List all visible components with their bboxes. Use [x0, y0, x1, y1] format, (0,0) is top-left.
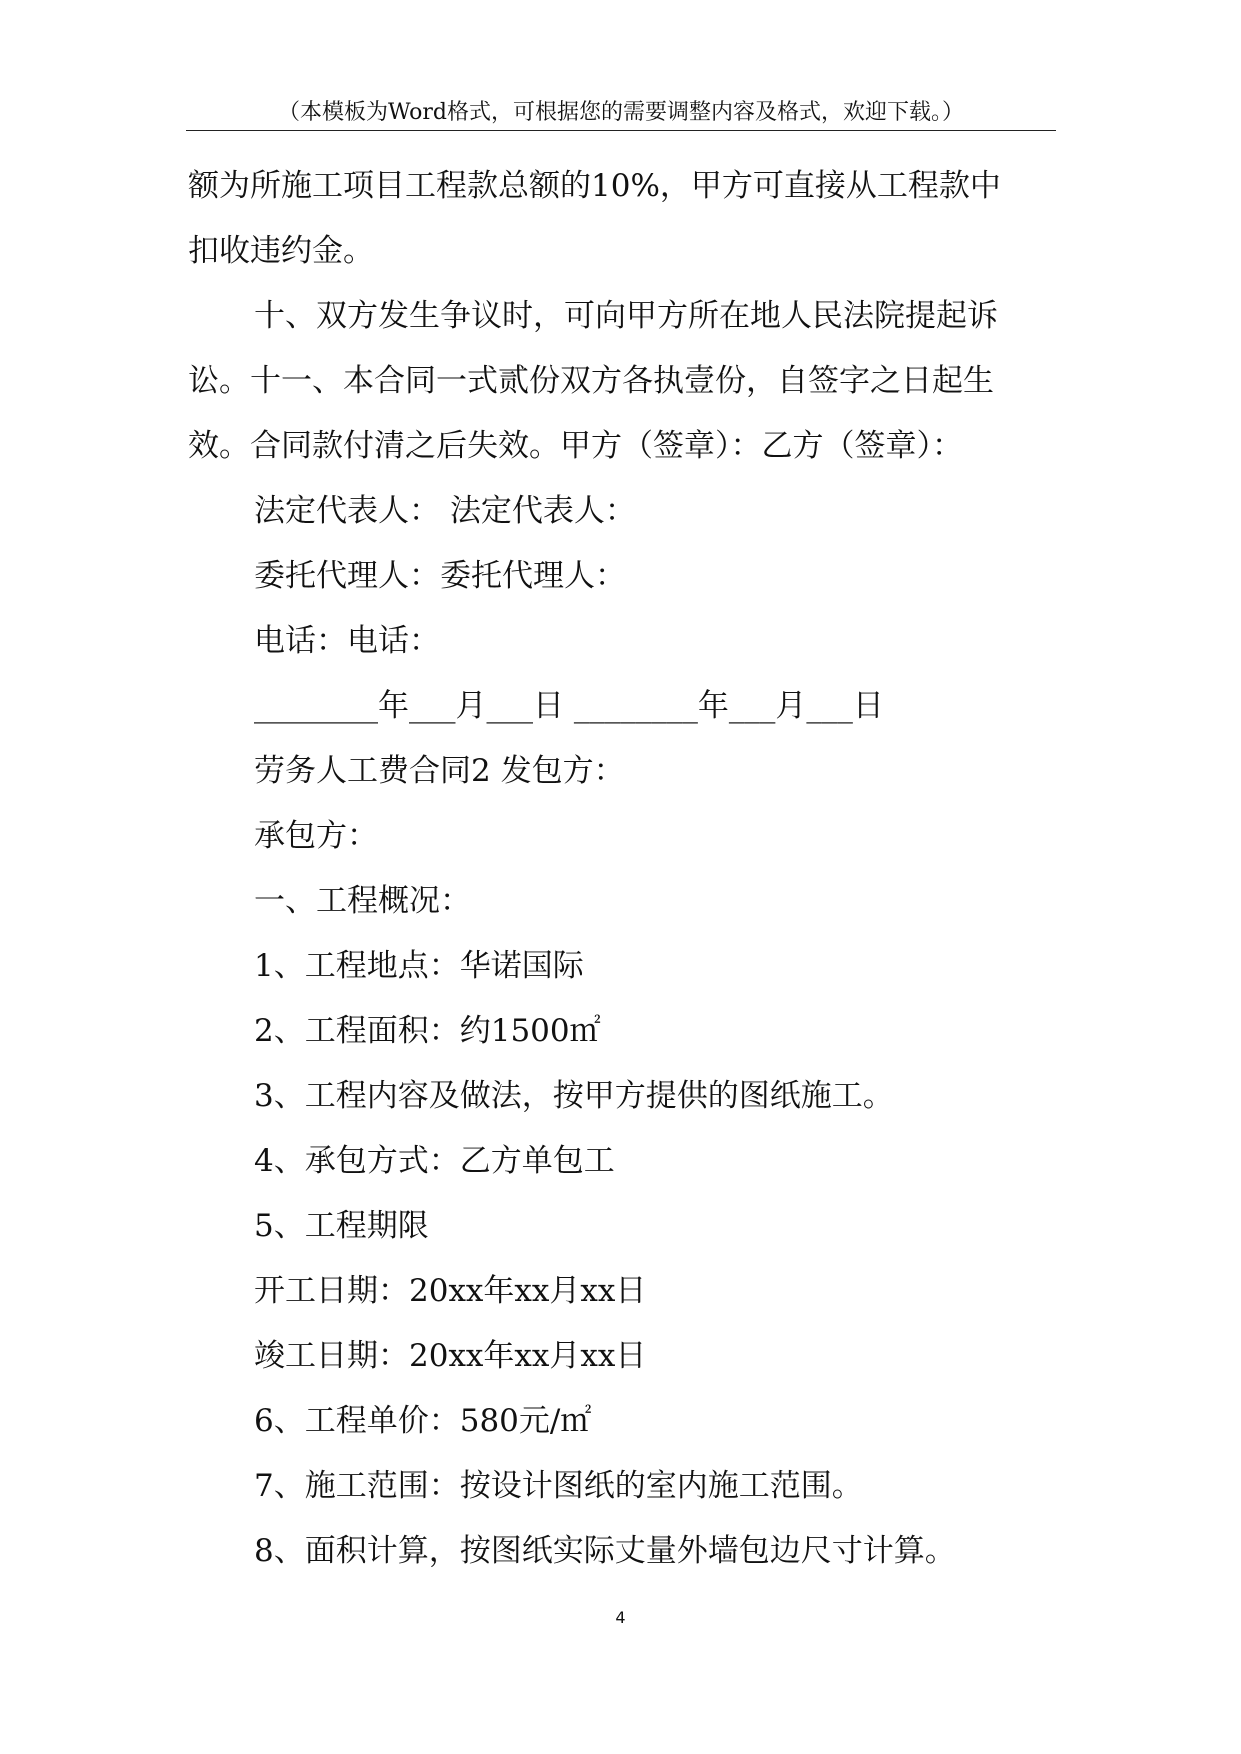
section-heading: 一、工程概况：	[254, 883, 471, 919]
signature-agent: 委托代理人：委托代理人：	[254, 558, 626, 594]
list-item: 6、工程单价：580元/㎡	[254, 1403, 592, 1439]
list-item: 3、工程内容及做法，按甲方提供的图纸施工。	[254, 1078, 894, 1114]
signature-date: ________年___月___日 ________年___月___日	[254, 688, 884, 724]
signature-legal-rep: 法定代表人： 法定代表人：	[254, 493, 636, 529]
paragraph-line: 讼。十一、本合同一式贰份双方各执壹份，自签字之日起生	[188, 363, 994, 399]
contract-title: 劳务人工费合同2 发包方：	[254, 753, 625, 789]
start-date-line: 开工日期：20xx年xx月xx日	[254, 1273, 647, 1309]
list-item: 4、承包方式：乙方单包工	[254, 1143, 615, 1179]
paragraph-line: 额为所施工项目工程款总额的10%，甲方可直接从工程款中	[188, 168, 1001, 204]
list-item: 7、施工范围：按设计图纸的室内施工范围。	[254, 1468, 863, 1504]
header-divider	[186, 130, 1056, 131]
list-item: 8、面积计算，按图纸实际丈量外墙包边尺寸计算。	[254, 1533, 956, 1569]
page-header-note: （本模板为Word格式，可根据您的需要调整内容及格式，欢迎下载。）	[278, 100, 964, 125]
list-item: 2、工程面积：约1500㎡	[254, 1013, 601, 1049]
paragraph-line: 扣收违约金。	[188, 233, 374, 269]
list-item: 5、工程期限	[254, 1208, 429, 1244]
completion-date-line: 竣工日期：20xx年xx月xx日	[254, 1338, 647, 1374]
signature-phone: 电话：电话：	[254, 623, 440, 659]
list-item: 1、工程地点：华诺国际	[254, 948, 584, 984]
page-number: 4	[615, 1608, 626, 1627]
contractor-line: 承包方：	[254, 818, 378, 854]
paragraph-line: 十、双方发生争议时，可向甲方所在地人民法院提起诉	[254, 298, 998, 334]
document-body	[188, 154, 1056, 1584]
paragraph-line: 效。合同款付清之后失效。甲方（签章）：乙方（签章）：	[188, 428, 963, 464]
